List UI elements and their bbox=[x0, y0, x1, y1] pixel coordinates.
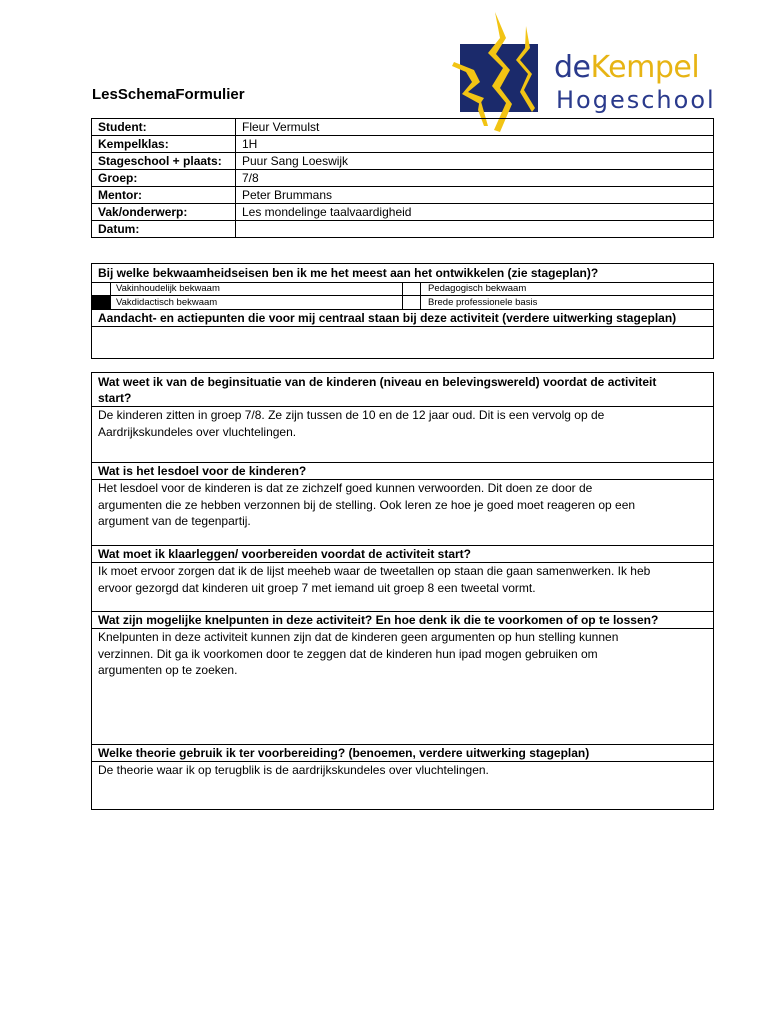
logo bbox=[440, 8, 720, 132]
section-question-line: Wat is het lesdoel voor de kinderen? bbox=[98, 464, 307, 478]
section-answer-line: argumenten die ze hebben verzonnen bij de stelling. Ook leren ze hoe je goed moet reageren op een bbox=[98, 497, 636, 512]
section-question-line: Wat zijn mogelijke knelpunten in deze activiteit? En hoe denk ik die te voorkomen of op te lossen? bbox=[98, 613, 659, 627]
focus-question: Aandacht- en actiepunten die voor mij centraal staan bij deze activiteit (verdere uitwerking stageplan) bbox=[98, 311, 677, 325]
section-answer[interactable] bbox=[98, 407, 708, 440]
section-answer-line: verzinnen. Dit ga ik voorkomen door te zeggen dat de kinderen hun ipad mogen gebruiken om bbox=[98, 646, 598, 661]
info-label: Kempelklas: bbox=[92, 136, 236, 153]
section-question-line: Welke theorie gebruik ik ter voorbereiding? (benoemen, verdere uitwerking stageplan) bbox=[98, 746, 590, 760]
logo-de: de bbox=[554, 50, 591, 85]
section-question bbox=[98, 374, 703, 406]
checkbox-brede-basis[interactable] bbox=[403, 296, 420, 309]
info-label: Groep: bbox=[92, 170, 236, 187]
info-label: Student: bbox=[92, 119, 236, 136]
info-label: Vak/onderwerp: bbox=[92, 204, 236, 221]
option-pedagogisch: Pedagogisch bekwaam bbox=[428, 283, 527, 294]
info-label: Datum: bbox=[92, 221, 236, 238]
checkbox-vakinhoudelijk[interactable] bbox=[92, 282, 110, 295]
section-answer[interactable] bbox=[98, 629, 708, 679]
info-value[interactable]: 1H bbox=[236, 136, 714, 153]
checkbox-pedagogisch[interactable] bbox=[403, 282, 420, 295]
section-answer[interactable] bbox=[98, 480, 708, 530]
section-answer[interactable] bbox=[98, 563, 708, 596]
form-title: LesSchemaFormulier bbox=[92, 86, 245, 103]
logo-hogeschool: Hogeschool bbox=[556, 86, 716, 114]
option-vakdidactisch: Vakdidactisch bekwaam bbox=[116, 297, 218, 308]
section-question-line: Wat moet ik klaarleggen/ voorbereiden voordat de activiteit start? bbox=[98, 547, 471, 561]
competence-question: Bij welke bekwaamheidseisen ben ik me het meest aan het ontwikkelen (zie stageplan)? bbox=[98, 266, 599, 280]
logo-wordmark bbox=[554, 50, 699, 85]
section-answer-line: argument van de tegenpartij. bbox=[98, 514, 251, 528]
info-label: Stageschool + plaats: bbox=[92, 153, 236, 170]
info-row bbox=[92, 153, 714, 170]
info-value[interactable]: Fleur Vermulst bbox=[236, 119, 714, 136]
logo-kempel: Kempel bbox=[590, 50, 700, 85]
info-value[interactable]: 7/8 bbox=[236, 170, 714, 187]
section-question bbox=[98, 612, 703, 628]
section-answer-line: argumenten op te zoeken. bbox=[98, 663, 238, 677]
section-answer-line: Ik moet ervoor zorgen dat ik de lijst meeheb waar de tweetallen op staan die gaan samenwerken. Ik heb bbox=[98, 564, 651, 578]
section-answer-line: De kinderen zitten in groep 7/8. Ze zijn tussen de 10 en de 12 jaar oud. Dit is een vervolg op de bbox=[98, 408, 605, 422]
info-row bbox=[92, 187, 714, 204]
info-row bbox=[92, 170, 714, 187]
section-answer-line: De theorie waar ik op terugblik is de aardrijkskundeles over vluchtelingen. bbox=[98, 763, 489, 777]
section-answer-line: Het lesdoel voor de kinderen is dat ze zichzelf goed kunnen verwoorden. Dit doen ze door de bbox=[98, 481, 593, 495]
option-vakinhoudelijk: Vakinhoudelijk bekwaam bbox=[116, 283, 220, 294]
competence-options bbox=[92, 282, 713, 309]
info-row bbox=[92, 221, 714, 238]
info-value[interactable] bbox=[236, 221, 714, 238]
info-label: Mentor: bbox=[92, 187, 236, 204]
section-answer-line: ervoor gezorgd dat kinderen uit groep 7 met iemand uit groep 8 een tweetal vormt. bbox=[98, 580, 536, 595]
section-question bbox=[98, 745, 703, 761]
kempel-logo-graphic bbox=[440, 8, 560, 132]
section-question bbox=[98, 463, 703, 479]
info-value[interactable]: Peter Brummans bbox=[236, 187, 714, 204]
info-value[interactable]: Les mondelinge taalvaardigheid bbox=[236, 204, 714, 221]
section-answer-line: Aardrijkskundeles over vluchtelingen. bbox=[98, 424, 297, 439]
checkbox-vakdidactisch-checked[interactable] bbox=[92, 296, 110, 309]
section-question bbox=[98, 546, 703, 562]
student-info-table bbox=[91, 118, 714, 238]
info-row bbox=[92, 204, 714, 221]
info-value[interactable]: Puur Sang Loeswijk bbox=[236, 153, 714, 170]
lesson-sections bbox=[91, 372, 714, 810]
info-row bbox=[92, 136, 714, 153]
info-row bbox=[92, 119, 714, 136]
focus-answer[interactable] bbox=[98, 328, 698, 356]
section-question-line: Wat weet ik van de beginsituatie van de kinderen (niveau en belevingswereld) voordat de activiteit bbox=[98, 375, 657, 389]
section-question-line: start? bbox=[98, 391, 132, 405]
competence-block bbox=[91, 263, 714, 359]
option-brede-basis: Brede professionele basis bbox=[428, 297, 538, 308]
section-answer-line: Knelpunten in deze activiteit kunnen zijn dat de kinderen geen argumenten op hun stelling kunnen bbox=[98, 630, 619, 644]
section-answer[interactable] bbox=[98, 762, 708, 779]
